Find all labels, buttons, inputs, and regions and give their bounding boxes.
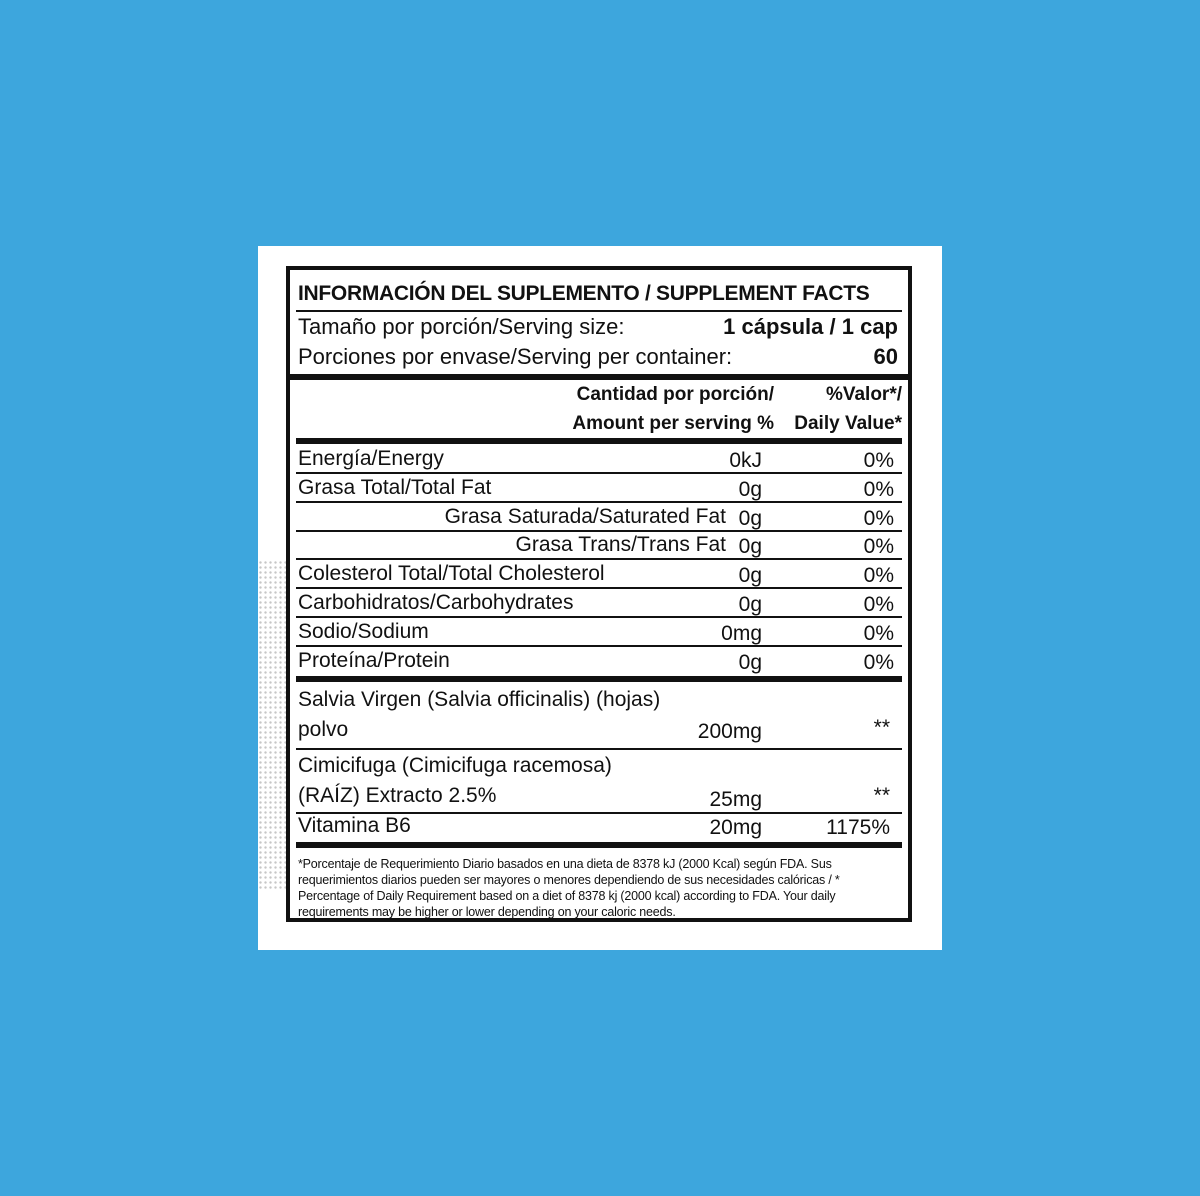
nutrient-row: [296, 561, 902, 589]
ingredient-amount: 25mg: [709, 788, 762, 811]
serving-size-label: Tamaño por porción/Serving size:: [298, 314, 625, 339]
nutrient-dv: 0%: [863, 650, 894, 674]
supplement-facts-panel: [286, 266, 912, 922]
nutrient-amount: 0g: [738, 593, 762, 616]
nutrient-row: [296, 619, 902, 647]
ingredient-dv: **: [873, 784, 890, 807]
dv-header-line1: %Valor*/: [825, 384, 902, 405]
nutrient-amount: 0mg: [721, 621, 762, 645]
ingredient-name: Salvia Virgen (Salvia officinalis) (hojas): [298, 688, 661, 711]
row-divider: [296, 558, 902, 560]
nutrient-amount: 0g: [738, 650, 762, 674]
dv-header-line2: Daily Value*: [794, 413, 902, 434]
ingredient-name-cont: polvo: [298, 718, 349, 741]
ingredient-row: [296, 752, 902, 814]
nutrient-dv: 0%: [863, 535, 894, 559]
nutrient-amount: 0g: [738, 506, 762, 530]
row-divider: [296, 472, 902, 474]
ingredient-row: [296, 814, 902, 844]
nutrient-name: Grasa Total/Total Fat: [298, 475, 492, 499]
nutrient-amount: 0g: [738, 477, 762, 501]
thick-divider: [296, 676, 902, 682]
panel-title: INFORMACIÓN DEL SUPLEMENTO / SUPPLEMENT FACTS: [298, 282, 870, 305]
divider: [296, 310, 902, 312]
ingredient-dv: 1175%: [826, 816, 890, 839]
nutrient-row: [296, 446, 902, 474]
ingredient-dv: **: [873, 716, 890, 739]
nutrient-dv: 0%: [863, 477, 894, 501]
amount-header-line2: Amount per serving %: [572, 413, 774, 434]
servings-per-container-row: [298, 344, 898, 370]
servings-label: Porciones por envase/Serving per container:: [298, 344, 733, 369]
thick-divider: [296, 438, 902, 444]
nutrient-row: [296, 475, 902, 503]
nutrient-amount: 0g: [738, 564, 762, 588]
ingredient-amount: 200mg: [697, 720, 762, 743]
nutrient-row: [296, 590, 902, 618]
halftone-dots: [258, 560, 288, 890]
nutrient-dv: 0%: [863, 564, 894, 588]
row-divider: [296, 587, 902, 589]
amount-header-line1: Cantidad por porción/: [576, 384, 774, 405]
ingredient-name: Cimicifuga (Cimicifuga racemosa): [298, 754, 612, 777]
nutrient-dv: 0%: [863, 449, 894, 472]
serving-size-row: [298, 314, 898, 340]
nutrient-name: Grasa Trans/Trans Fat: [515, 533, 726, 557]
row-divider: [296, 645, 902, 647]
serving-size-value: 1 cápsula / 1 cap: [723, 314, 898, 339]
nutrient-row: [296, 504, 902, 532]
nutrient-name: Sodio/Sodium: [298, 619, 429, 643]
nutrient-amount: 0kJ: [729, 449, 762, 472]
servings-value: 60: [873, 344, 898, 369]
ingredient-name: Vitamina B6: [298, 814, 411, 837]
row-divider: [296, 501, 902, 503]
nutrient-name: Carbohidratos/Carbohydrates: [298, 591, 574, 614]
row-divider: [296, 530, 902, 532]
ingredient-amount: 20mg: [709, 816, 762, 839]
amount-column-header: [572, 380, 774, 438]
nutrient-row: [296, 532, 902, 560]
nutrient-name: Grasa Saturada/Saturated Fat: [444, 504, 726, 528]
nutrient-amount: 0g: [738, 535, 762, 559]
thick-divider: [296, 842, 902, 848]
row-divider: [296, 616, 902, 618]
nutrient-dv: 0%: [863, 506, 894, 530]
nutrient-dv: 0%: [863, 593, 894, 616]
footnote: *Porcentaje de Requerimiento Diario basados en una dieta de 8378 kJ (2000 Kcal) según FDA. Sus requerimientos diarios pueden ser mayores o menores dependiendo de sus necesidades calóricas / * Percentage of Daily Requirement based on a diet of 8378 kj (2000 kcal) according to FDA. Your daily requirements may be higher or lower depending on your caloric needs.: [298, 857, 840, 919]
dv-column-header: [794, 380, 902, 438]
nutrient-row: [296, 648, 902, 676]
nutrient-name: Proteína/Protein: [298, 648, 450, 672]
nutrient-name: Energía/Energy: [298, 447, 444, 470]
nutrient-name: Colesterol Total/Total Cholesterol: [298, 562, 605, 586]
ingredient-row: [296, 684, 902, 750]
ingredient-name-cont: (RAÍZ) Extracto 2.5%: [298, 784, 497, 807]
nutrient-dv: 0%: [863, 621, 894, 645]
row-divider: [296, 748, 902, 750]
